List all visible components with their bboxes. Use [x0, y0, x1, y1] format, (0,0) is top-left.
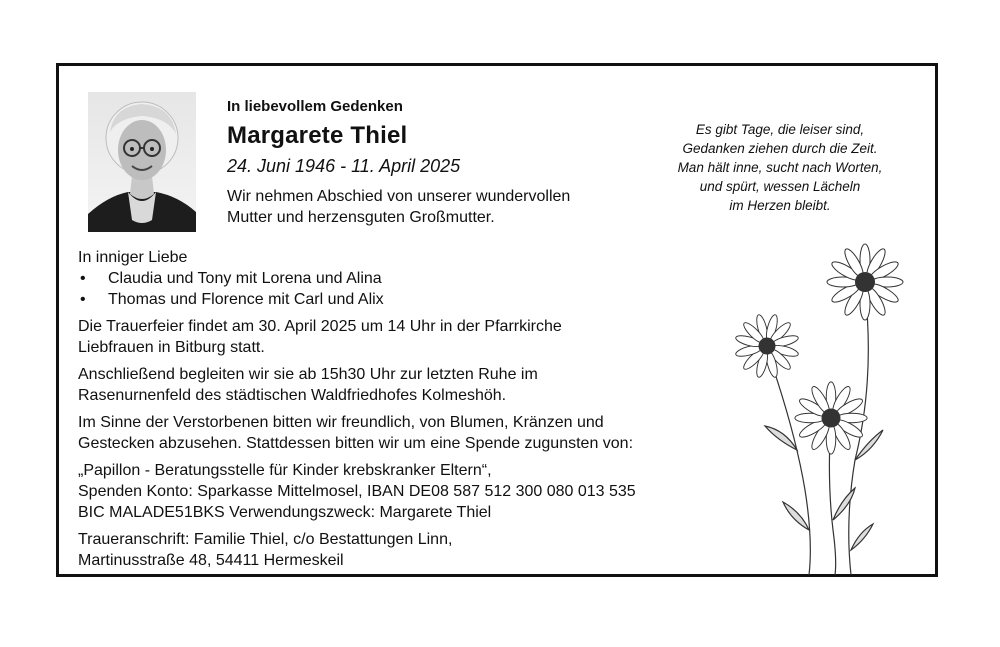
- address-line: Martinusstraße 48, 54411 Hermeskeil: [78, 552, 344, 569]
- burial-paragraph: [78, 364, 728, 406]
- poem-line: im Herzen bleibt.: [729, 198, 831, 213]
- farewell-line: Mutter und herzensguten Großmutter.: [227, 209, 495, 226]
- poem-line: Es gibt Tage, die leiser sind,: [695, 122, 865, 137]
- mourner-item: • Claudia und Tony mit Lorena und Alina: [78, 268, 728, 289]
- mourning-address: [78, 529, 728, 571]
- mourners-heading: In inniger Liebe: [78, 249, 188, 266]
- portrait-photo: [88, 92, 196, 232]
- bank-details: [78, 460, 728, 523]
- poem-line: Gedanken ziehen durch die Zeit.: [682, 141, 878, 156]
- donation-paragraph: [78, 412, 728, 454]
- deceased-name: Margarete Thiel: [227, 122, 408, 149]
- mourner-item: • Thomas und Florence mit Carl und Alix: [78, 289, 728, 310]
- bank-line: „Papillon - Beratungsstelle für Kinder krebskranker Eltern“,: [78, 462, 492, 479]
- memorial-intro: In liebevollem Gedenken: [227, 98, 403, 115]
- daisy-illustration: [705, 230, 925, 575]
- farewell-text: [227, 186, 647, 228]
- bank-line: BIC MALADE51BKS Verwendungszweck: Margarete Thiel: [78, 504, 492, 521]
- ceremony-line: Die Trauerfeier findet am 30. April 2025 um 14 Uhr in der Pfarrkirche: [78, 318, 562, 335]
- donation-line: Gestecken abzusehen. Stattdessen bitten wir um eine Spende zugunsten von:: [78, 435, 634, 452]
- farewell-line: Wir nehmen Abschied von unserer wundervollen: [227, 188, 571, 205]
- notice-body: [78, 247, 728, 577]
- donation-line: Im Sinne der Verstorbenen bitten wir freundlich, von Blumen, Kränzen und: [78, 414, 604, 431]
- burial-line: Anschließend begleiten wir sie ab 15h30 Uhr zur letzten Ruhe im: [78, 366, 538, 383]
- poem-line: und spürt, wessen Lächeln: [699, 179, 861, 194]
- ceremony-paragraph: [78, 316, 728, 358]
- burial-line: Rasenurnenfeld des städtischen Waldfriedhofes Kolmeshöh.: [78, 387, 507, 404]
- memorial-poem: [650, 120, 910, 215]
- mourners-list: [78, 268, 728, 310]
- bank-line: Spenden Konto: Sparkasse Mittelmosel, IBAN DE08 587 512 300 080 013 535: [78, 483, 636, 500]
- life-dates: 24. Juni 1946 - 11. April 2025: [227, 156, 461, 176]
- ceremony-line: Liebfrauen in Bitburg statt.: [78, 339, 265, 356]
- address-line: Traueranschrift: Familie Thiel, c/o Bestattungen Linn,: [78, 531, 453, 548]
- poem-line: Man hält inne, sucht nach Worten,: [677, 160, 883, 175]
